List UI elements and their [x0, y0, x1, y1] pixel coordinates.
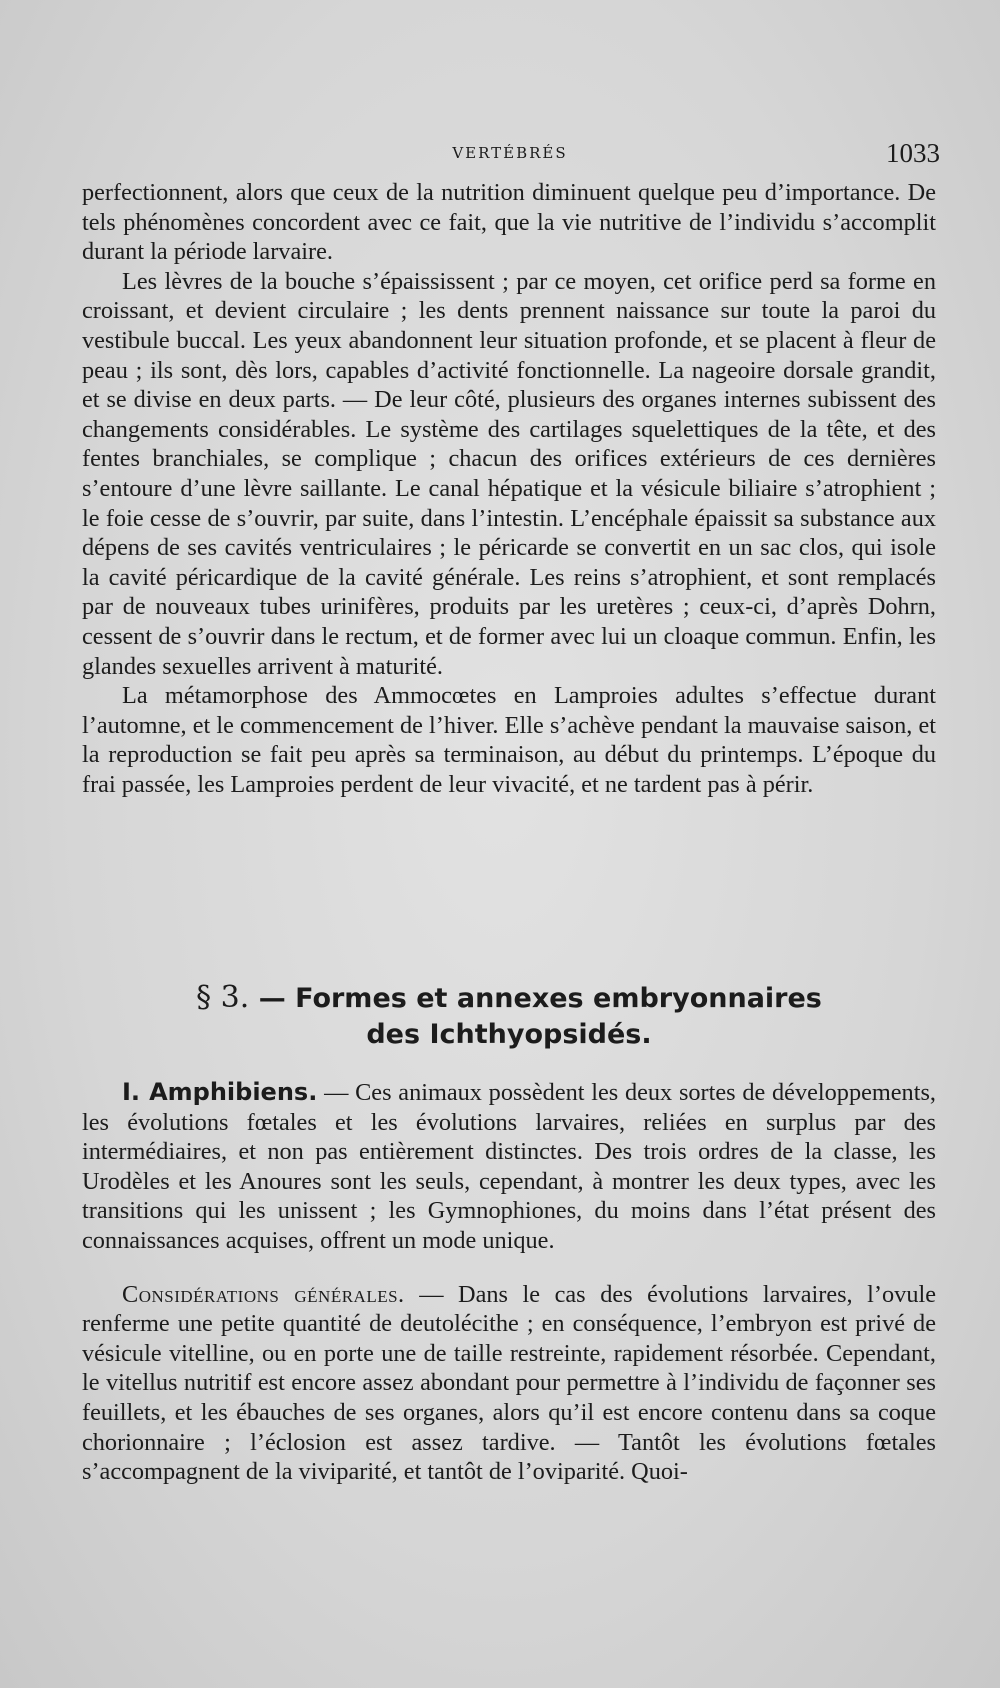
section-title-line2: des Ichthyopsidés. [366, 1019, 652, 1050]
section-heading [82, 980, 936, 1053]
paragraph-lamproies: La métamorphose des Ammocœtes en Lamproies adultes s’effectue durant l’automne, et le commencement de l’hiver. Elle s’achève pendant la mauvaise saison, et la reproduction se fait peu après sa terminaison, au début du printemps. L’époque du frai passée, les Lamproies perdent de leur vivacité, et ne tardent pas à périr. [82, 682, 936, 798]
section-number: § 3. [196, 980, 250, 1015]
section-body [82, 1078, 936, 1487]
section-title-line1: Formes et annexes embryonnaires [295, 983, 822, 1014]
page-header [80, 138, 940, 178]
paragraph-continuation: perfectionnent, alors que ceux de la nutrition diminuent quelque peu d’importance. De tels phénomènes concordent avec ce fait, que la vie nutritive de l’individu s’accomplit durant la période larvaire. [82, 179, 936, 266]
considerations-text: — Dans le cas des évolutions larvaires, l’ovule renferme une petite quantité de deutolécithe ; en conséquence, l’embryon est privé de vésicule vitelline, ou en porte une de taille restreinte, rapidement résorbée. Cependant, le vitellus nutritif est encore assez abondant pour permettre à l’individu de façonner ses feuillets, et les ébauches de ses organes, alors qu’il est encore contenu dans sa coque chorionnaire ; l’éclosion est assez tardive. — Tantôt les évolutions fœtales s’accompagnent de la viviparité, et tantôt de l’oviparité. Quoi- [82, 1280, 937, 1486]
amphibiens-heading: I. Amphibiens. [122, 1078, 318, 1106]
paragraph-metamorphosis-details: Les lèvres de la bouche s’épaississent ; par ce moyen, cet orifice perd sa forme en croissant, et devient circulaire ; les dents prennent naissance sur toute la paroi du vestibule buccal. Les yeux abandonnent leur situation profonde, et se placent à fleur de peau ; ils sont, dès lors, capables d’activité fonctionnelle. La nageoire dorsale grandit, et se divise en deux parts. — De leur côté, plusieurs des organes internes subissent des changements considérables. Le système des cartilages squelettiques de la tête, et des fentes branchiales, se complique ; chacun des orifices extérieurs de ces dernières s’entoure d’une lèvre saillante. Le canal hépatique et la vésicule biliaire s’atrophient ; le foie cesse de s’ouvrir, par suite, dans l’intestin. L’encéphale épaissit sa substance aux dépens de ses cavités ventriculaires ; le péricarde se convertit en un sac clos, qui isole la cavité péricardique de la cavité générale. Les reins s’atrophient, et sont remplacés par de nouveaux tubes urinifères, produits par les uretères ; ceux-ci, d’après Dohrn, cessent de s’ouvrir dans le rectum, et de former avec lui un cloaque commun. Enfin, les glandes sexuelles arrivent à maturité. [82, 267, 936, 680]
considerations-heading: Considérations générales. [122, 1280, 405, 1308]
paragraph-amphibiens [82, 1078, 936, 1256]
amphibiens-text: — Ces animaux possèdent les deux sortes de développements, les évolutions fœtales et les évolutions larvaires, reliées en surplus par des intermédiaires, et non pas entièrement distinctes. Des trois ordres de la classe, les Urodèles et les Anoures sont les seuls, cependant, à montrer les deux types, avec les transitions qui les unissent ; les Gymnophiones, du moins dans l’état présent des connaissances acquises, offrent un mode unique. [82, 1079, 936, 1254]
main-text [82, 178, 936, 799]
section-heading-line1 [82, 980, 936, 1017]
paragraph-considerations [82, 1280, 936, 1487]
running-head: VERTÉBRÉS [452, 144, 568, 162]
page-number: 1033 [886, 138, 940, 168]
section-dash: — [258, 983, 286, 1014]
